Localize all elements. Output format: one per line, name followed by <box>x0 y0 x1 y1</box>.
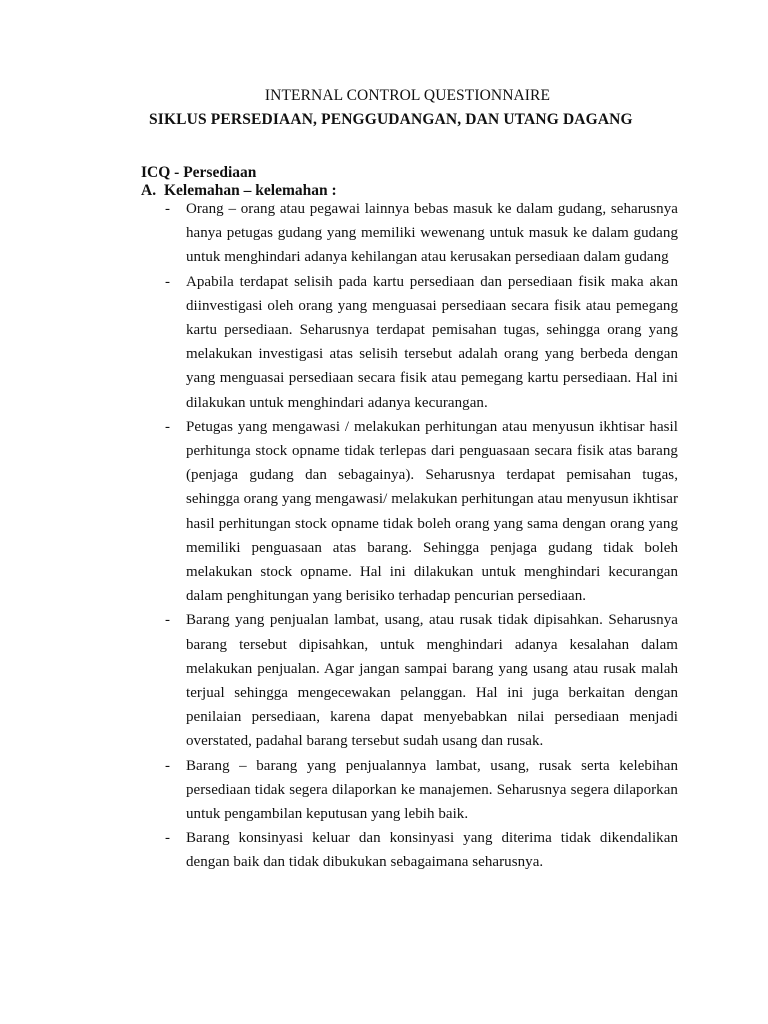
heading-text: Kelemahan – kelemahan : <box>164 182 337 199</box>
list-item <box>165 754 678 827</box>
document-title: INTERNAL CONTROL QUESTIONNAIRE <box>264 87 551 104</box>
bullet-dash: - <box>165 830 170 847</box>
document-subtitle: SIKLUS PERSEDIAAN, PENGGUDANGAN, DAN UTANG DAGANG <box>149 111 633 128</box>
list-item-text: Barang yang penjualan lambat, usang, atau rusak tidak dipisahkan. Seharusnya barang tersebut dipisahkan, untuk menghindari adanya kesalahan dalam melakukan penjualan. Agar jangan sampai barang yang usang atau rusak malah terjual sehingga mengecewakan pelanggan. Hal ini juga berkaitan dengan penilaian persediaan, karena dapat menyebabkan nilai persediaan menjadi overstated, padahal barang tersebut sudah usang dan rusak. <box>186 612 678 750</box>
list-item <box>165 270 678 415</box>
list-item <box>165 197 678 270</box>
bullet-dash: - <box>165 757 170 774</box>
bullet-dash: - <box>165 273 170 290</box>
heading-letter: A. <box>141 182 157 199</box>
list-item-text: Apabila terdapat selisih pada kartu persediaan dan persediaan fisik maka akan diinvestigasi oleh orang yang menguasai persediaan secara fisik atau pemegang kartu persediaan. Seharusnya terdapat pemisahan tugas, sehingga orang yang melakukan investigasi atas selisih tersebut adalah orang yang berbeda dengan yang menguasai persediaan secara fisik atau pemegang kartu persediaan. Hal ini dilakukan untuk menghindari adanya kecurangan. <box>186 273 678 411</box>
bullet-dash: - <box>165 612 170 629</box>
list-item <box>165 826 678 874</box>
bullet-dash: - <box>165 201 170 217</box>
section-label: ICQ - Persediaan <box>141 164 257 181</box>
bullet-dash: - <box>165 418 170 435</box>
weakness-list <box>165 197 678 875</box>
list-item-text: Petugas yang mengawasi / melakukan perhitungan atau menyusun ikhtisar hasil perhitunga stock opname tidak terlepas dari penguasaan secara fisik atas barang (penjaga gudang dan sebagainya). Seharusnya terdapat pemisahan tugas, sehingga orang yang mengawasi/ melakukan perhitungan atau menyusun ikhtisar hasil perhitungan stock opname tidak boleh orang yang sama dengan orang yang memiliki penguasaan atas barang. Sehingga penjaga gudang tidak boleh melakukan stock opname. Hal ini dilakukan untuk menghindari kecurangan dalam penghitungan yang berisiko terhadap pencurian persediaan. <box>186 418 678 605</box>
list-item <box>165 608 678 753</box>
list-item <box>165 415 678 609</box>
list-item-text: Orang – orang atau pegawai lainnya bebas masuk ke dalam gudang, seharusnya hanya petugas gudang yang memiliki wewenang untuk masuk ke dalam gudang untuk menghindari adanya kehilangan atau kerusakan persediaan dalam gudang <box>186 201 678 266</box>
list-item-text: Barang – barang yang penjualannya lambat, usang, rusak serta kelebihan persediaan tidak segera dilaporkan ke manajemen. Seharusnya segera dilaporkan untuk pengambilan keputusan yang lebih baik. <box>186 757 678 823</box>
list-item-text: Barang konsinyasi keluar dan konsinyasi yang diterima tidak dikendalikan dengan baik dan tidak dibukukan sebagaimana seharusnya. <box>186 830 678 871</box>
